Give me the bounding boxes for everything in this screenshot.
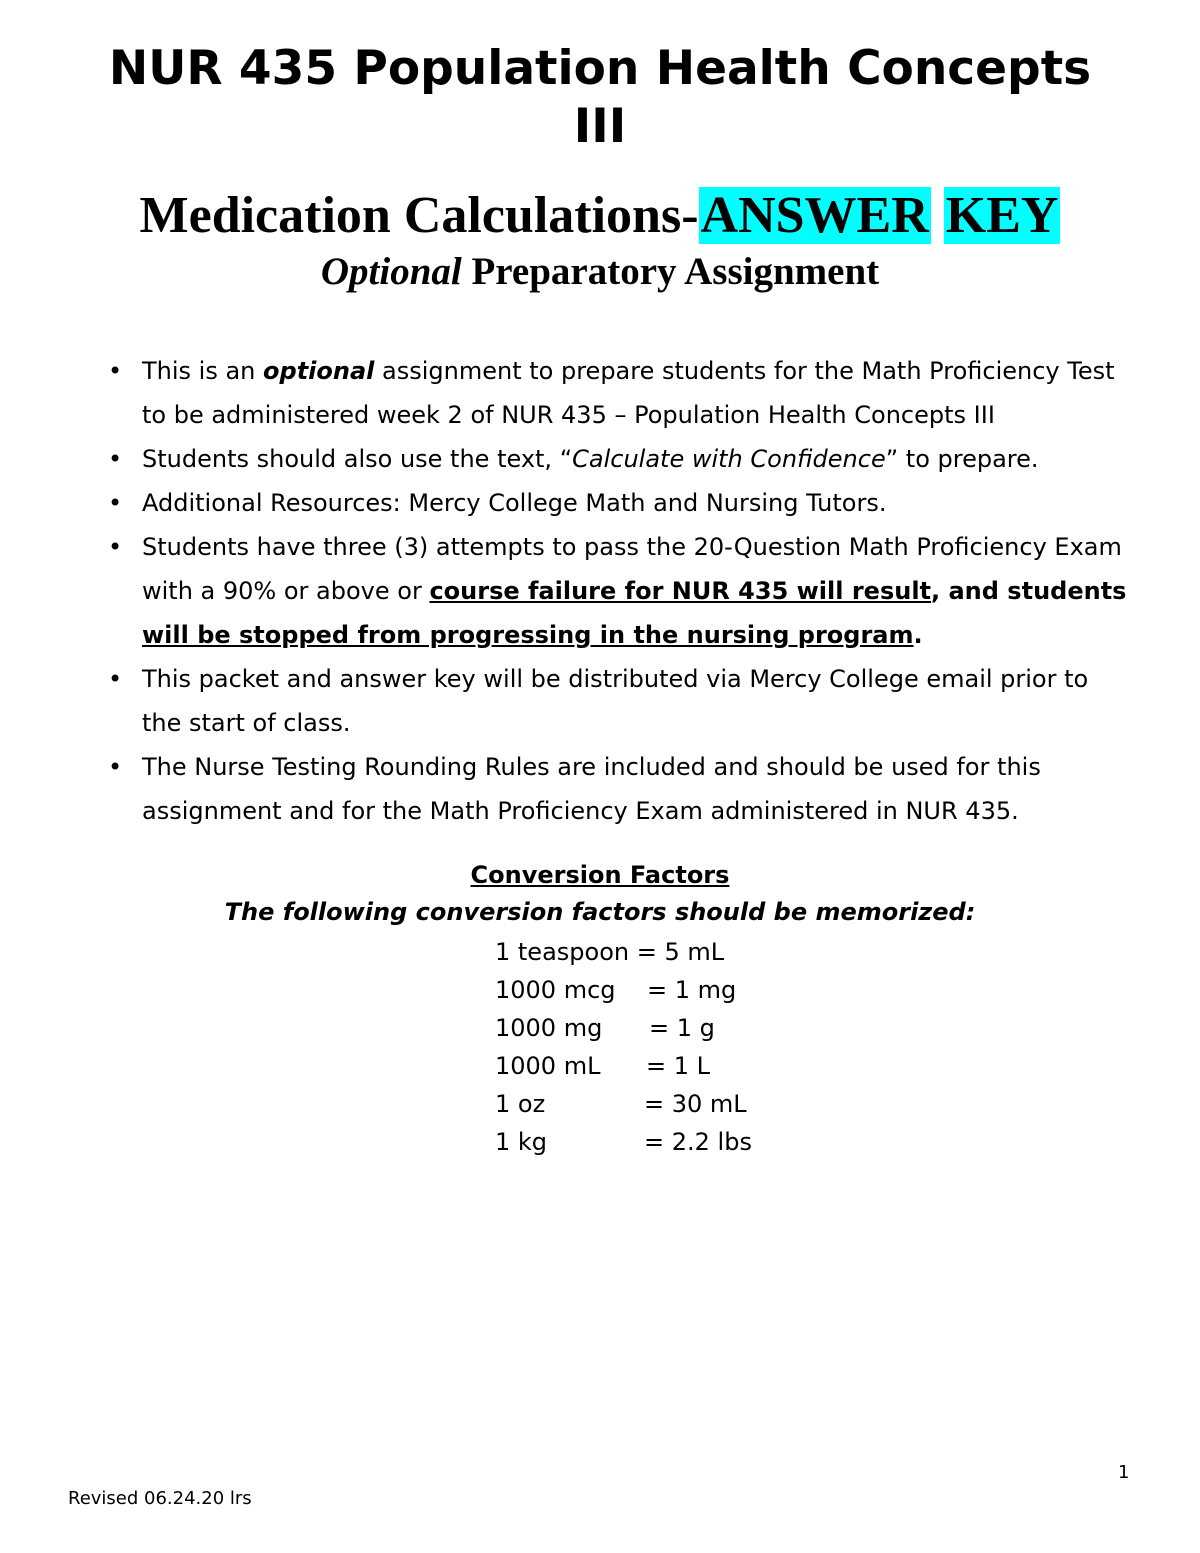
conversion-right: = 1 g [649,1014,715,1042]
document-title [0,182,1200,250]
conversion-table [495,933,795,1161]
conversion-text: 1 teaspoon = 5 mL [495,938,725,966]
instructions-list [100,349,1130,833]
revision-footer: Revised 06.24.20 lrs [68,1488,252,1509]
bullet-text: The Nurse Testing Rounding Rules are included and should be used for this assignment and for the Math Proficiency Exam administered in NUR 435. [142,753,1041,825]
course-title-line2: III [573,99,627,154]
book-title: Calculate with Confidence [572,445,886,473]
conversion-row [495,1085,795,1123]
conversion-right: = 2.2 lbs [644,1128,752,1156]
bullet-text: This packet and answer key will be distributed via Mercy College email prior to the start of class. [142,665,1089,737]
course-title-line1: NUR 435 Population Health Concepts [108,41,1092,96]
conversion-left: 1000 mL [495,1052,601,1080]
bullet-text: assignment to prepare students for the Math Proficiency Test to be administered week 2 of NUR 435 – Population Health Concepts III [142,357,1115,429]
list-item [100,437,1130,481]
list-item [100,745,1130,833]
bullet-text: ” to prepare. [885,445,1039,473]
conversion-left: 1 oz [495,1090,546,1118]
list-item [100,525,1130,657]
bullet-bold-text: . [913,621,923,649]
conversion-left: 1000 mg [495,1014,603,1042]
conversion-heading: Conversion Factors [470,861,730,889]
conversion-right: = 1 L [646,1052,711,1080]
conversion-right: = 30 mL [644,1090,747,1118]
subtitle-optional: Optional [320,250,462,293]
subtitle-rest: Preparatory Assignment [461,250,880,293]
conversion-subheading: The following conversion factors should be memorized: [224,898,976,926]
bullet-bold-text: , and students [931,577,1127,605]
document-subtitle [0,246,1200,298]
bullet-warning: course failure for NUR 435 will result [429,577,932,605]
bullet-text: Students have three (3) attempts to pass the 20-Question Math Proficiency Exam with a 90% or above or [142,533,1122,605]
conversion-row [495,1123,795,1161]
page-number: 1 [1118,1462,1130,1483]
list-item [100,481,1130,525]
bullet-emphasis: optional [263,357,375,385]
course-title [0,40,1200,156]
conversion-right: = 1 mg [647,976,737,1004]
conversion-factors-section [0,857,1200,1156]
conversion-row [495,933,795,971]
bullet-text: Students should also use the text, “ [142,445,573,473]
conversion-left: 1000 mcg [495,976,616,1004]
list-item [100,349,1130,437]
conversion-row [495,1047,795,1085]
conversion-row [495,1009,795,1047]
list-item [100,657,1130,745]
bullet-text: This is an [142,357,264,385]
conversion-row [495,971,795,1009]
bullet-text: Additional Resources: Mercy College Math and Nursing Tutors. [142,489,887,517]
key-highlight: KEY [945,187,1059,244]
bullet-warning: will be stopped from progressing in the nursing program [142,621,914,649]
answer-highlight: ANSWER [700,187,929,244]
document-title-main: Medication Calculations- [139,187,699,244]
conversion-left: 1 kg [495,1128,548,1156]
